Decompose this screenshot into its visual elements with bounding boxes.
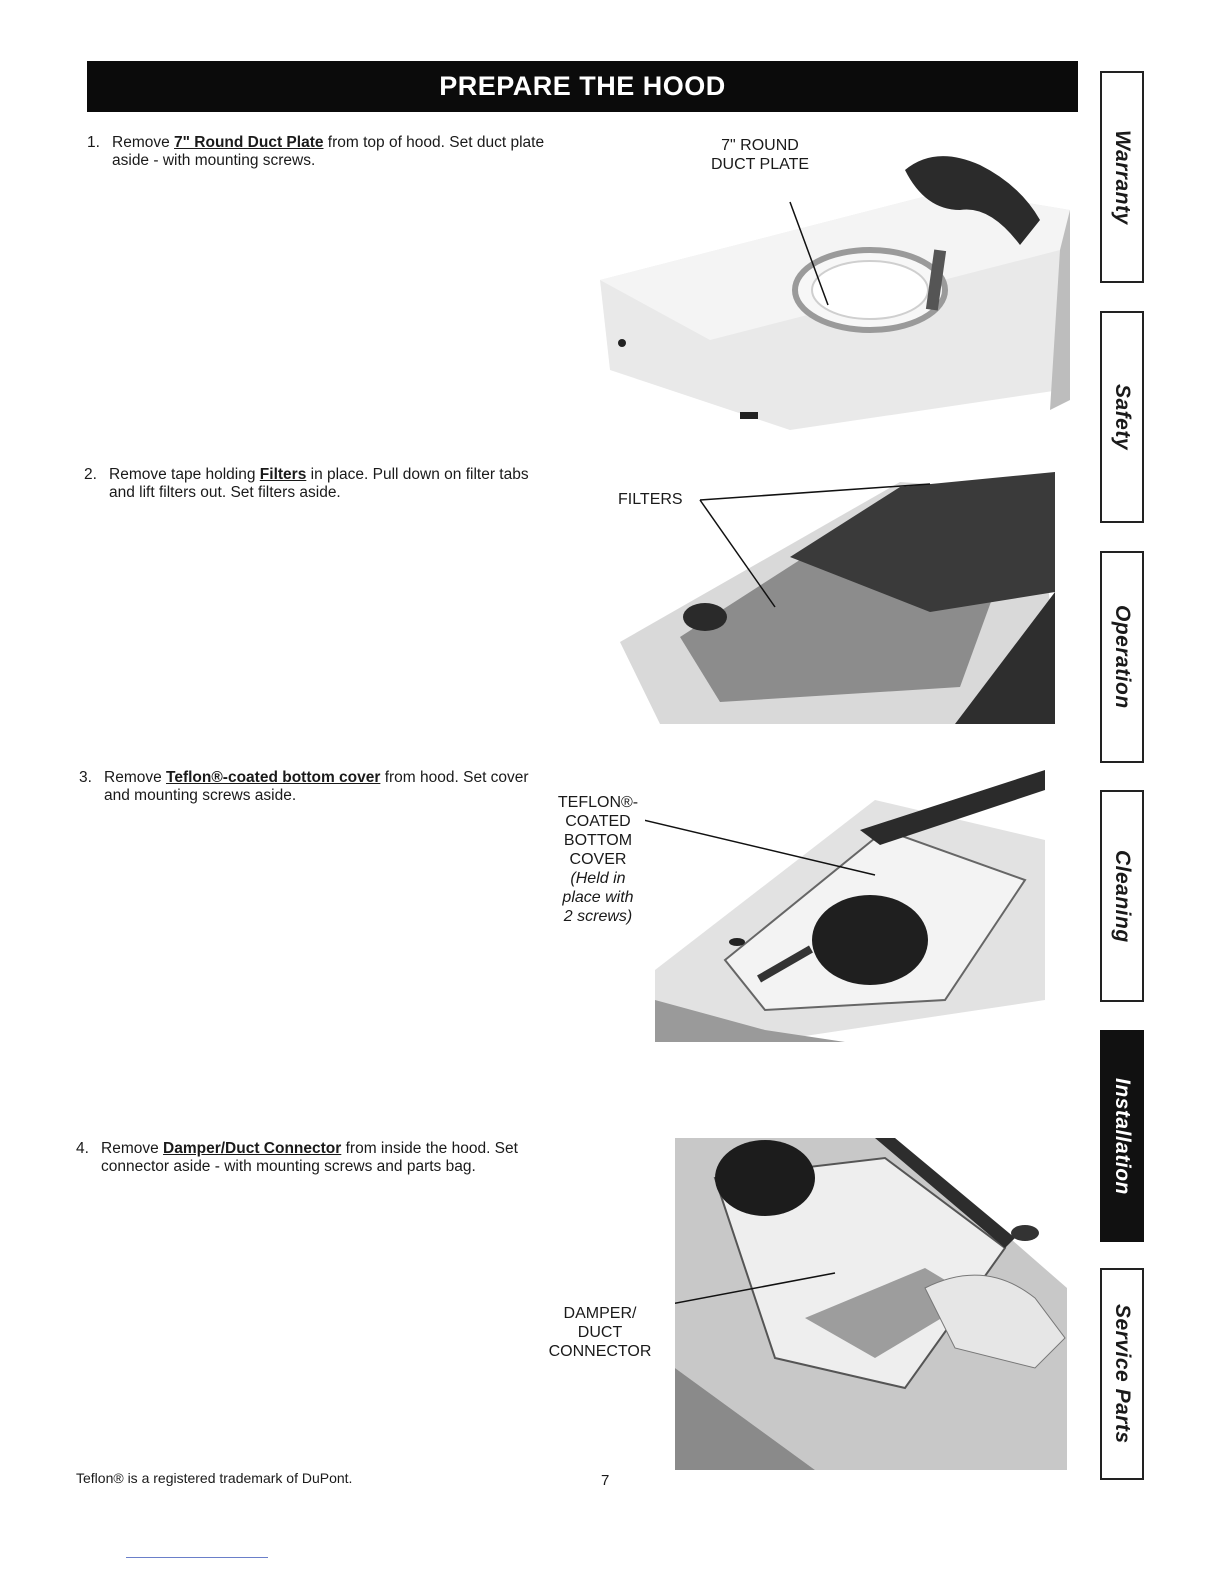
- callout-line: TEFLON®-: [557, 794, 639, 811]
- tab-label: Operation: [1111, 605, 1134, 709]
- trademark-footnote: Teflon® is a registered trademark of DuPont.: [76, 1470, 353, 1486]
- callout-line: DUCT: [577, 1324, 623, 1341]
- step-text: Remove: [104, 769, 167, 786]
- teflon-callout: [552, 793, 644, 926]
- callout-note-line: 2 screws): [563, 908, 633, 925]
- duct-plate-callout: [700, 136, 820, 174]
- damper-callout: [540, 1304, 660, 1361]
- callout-note-line: (Held in: [570, 870, 626, 887]
- step-1: [87, 134, 567, 170]
- footer-rule: [126, 1557, 268, 1558]
- tab-service-parts[interactable]: [1100, 1268, 1144, 1480]
- page-title: PREPARE THE HOOD: [87, 61, 1078, 112]
- step-text: from inside the hood. Set connector aside - with mounting screws and parts bag.: [101, 1140, 518, 1175]
- tab-operation[interactable]: [1100, 551, 1144, 763]
- duct-plate-photo: [590, 130, 1080, 435]
- callout-line: BOTTOM: [563, 832, 633, 849]
- step-text: Remove: [101, 1140, 164, 1157]
- teflon-cover-photo: [645, 770, 1045, 1042]
- step-4: [76, 1140, 546, 1176]
- tab-installation[interactable]: [1100, 1030, 1144, 1242]
- step-number: 3.: [79, 769, 92, 786]
- part-link-round-duct-plate[interactable]: 7" Round Duct Plate: [174, 134, 324, 151]
- tab-cleaning[interactable]: [1100, 790, 1144, 1002]
- step-3: [79, 769, 549, 805]
- step-text: in place. Pull down on filter tabs and lift filters out. Set filters aside.: [109, 466, 529, 501]
- tab-warranty[interactable]: [1100, 71, 1144, 283]
- step-number: 2.: [84, 466, 97, 483]
- callout-line: CONNECTOR: [548, 1343, 652, 1360]
- callout-line: DUCT PLATE: [710, 156, 810, 173]
- part-link-damper-connector[interactable]: Damper/Duct Connector: [163, 1140, 342, 1157]
- callout-line: COVER: [569, 851, 627, 868]
- tab-label: Safety: [1111, 383, 1134, 451]
- step-text: Remove tape holding: [109, 466, 260, 483]
- callout-note-line: place with: [562, 889, 634, 906]
- tab-label: Cleaning: [1111, 849, 1134, 943]
- filters-callout: FILTERS: [618, 491, 683, 508]
- callout-line: 7" ROUND: [721, 137, 799, 154]
- tab-label: Service Parts: [1111, 1304, 1134, 1444]
- part-link-filters[interactable]: Filters: [259, 466, 307, 483]
- step-2: [84, 466, 554, 502]
- tab-label: Warranty: [1111, 129, 1134, 225]
- step-number: 1.: [87, 134, 100, 151]
- step-text: Remove: [112, 134, 175, 151]
- page-number: 7: [601, 1472, 610, 1489]
- callout-line: DAMPER/: [563, 1305, 637, 1322]
- tab-safety[interactable]: [1100, 311, 1144, 523]
- step-text: from hood. Set cover and mounting screws aside.: [104, 769, 529, 804]
- part-link-teflon-cover[interactable]: Teflon®-coated bottom cover: [166, 769, 381, 786]
- tab-label: Installation: [1111, 1077, 1134, 1195]
- damper-connector-photo: [675, 1138, 1067, 1470]
- step-number: 4.: [76, 1140, 89, 1157]
- callout-line: COATED: [565, 813, 631, 830]
- step-text: from top of hood. Set duct plate aside - with mounting screws.: [112, 134, 545, 169]
